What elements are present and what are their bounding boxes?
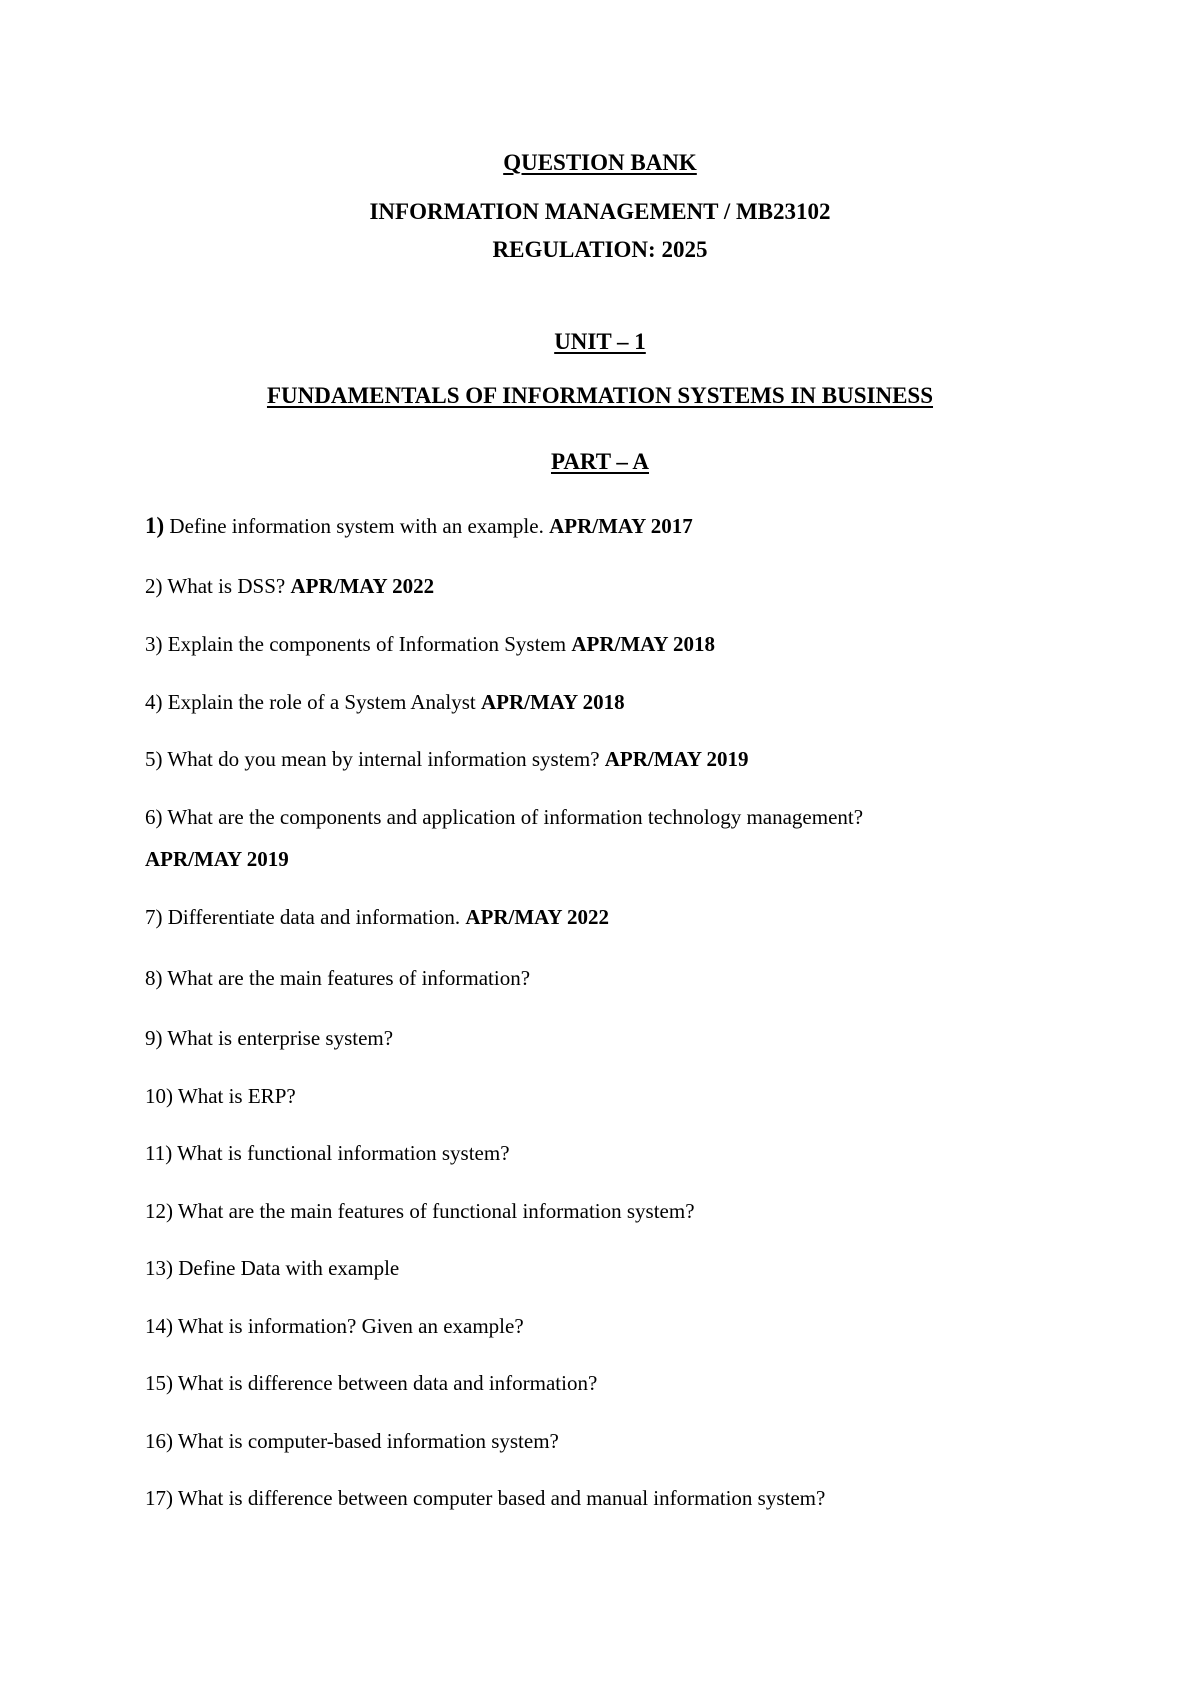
question-item <box>145 903 1145 931</box>
question-number: 4) <box>145 690 163 714</box>
exam-tag: APR/MAY 2022 <box>465 905 610 929</box>
question-number: 6) <box>145 805 163 829</box>
question-number: 9) <box>145 1026 163 1050</box>
question-item <box>145 1254 1145 1282</box>
question-item <box>145 1427 1145 1455</box>
regulation-label: REGULATION: 2025 <box>492 237 708 262</box>
question-text: What is computer-based information system? <box>173 1429 559 1453</box>
question-item <box>145 512 1145 540</box>
question-number: 11) <box>145 1141 173 1165</box>
unit-label: UNIT – 1 <box>554 329 646 354</box>
question-number: 14) <box>145 1314 173 1338</box>
question-text: What is enterprise system? <box>162 1026 394 1050</box>
question-text: Explain the components of Information System <box>162 632 572 656</box>
question-number: 8) <box>145 966 163 990</box>
question-number: 1) <box>145 513 165 538</box>
question-text: What is difference between data and information? <box>173 1371 598 1395</box>
exam-tag: APR/MAY 2018 <box>571 632 716 656</box>
question-text: What do you mean by internal information system? <box>162 747 605 771</box>
question-text: What are the main features of functional information system? <box>173 1199 695 1223</box>
question-item <box>145 630 1145 658</box>
question-number: 17) <box>145 1486 173 1510</box>
question-number: 5) <box>145 747 163 771</box>
question-item <box>145 572 1145 600</box>
question-number: 3) <box>145 632 163 656</box>
question-text: What is DSS? <box>162 574 291 598</box>
question-text: What is information? Given an example? <box>173 1314 524 1338</box>
question-item <box>145 1082 1145 1110</box>
question-number: 7) <box>145 905 163 929</box>
exam-tag: APR/MAY 2022 <box>290 574 435 598</box>
question-text: Differentiate data and information. <box>162 905 466 929</box>
question-number: 12) <box>145 1199 173 1223</box>
course-title: INFORMATION MANAGEMENT / MB23102 <box>369 199 831 224</box>
question-text: What is functional information system? <box>172 1141 510 1165</box>
question-number: 2) <box>145 574 163 598</box>
question-item <box>145 1312 1145 1340</box>
question-item <box>145 688 1145 716</box>
question-item <box>145 1484 1145 1512</box>
document-title: QUESTION BANK <box>503 150 697 175</box>
part-label: PART – A <box>550 449 650 474</box>
question-text: Define Data with example <box>173 1256 400 1280</box>
unit-name: FUNDAMENTALS OF INFORMATION SYSTEMS IN BUSINESS <box>266 383 934 408</box>
question-item <box>145 1024 1145 1052</box>
question-item <box>145 1139 1145 1167</box>
question-text: Define information system with an example. <box>164 514 550 538</box>
question-item <box>145 1197 1145 1225</box>
question-number: 13) <box>145 1256 173 1280</box>
question-item <box>145 745 1145 773</box>
question-text: What are the components and application of information technology management? <box>162 805 864 829</box>
question-text: What is difference between computer based and manual information system? <box>173 1486 826 1510</box>
question-item <box>145 1369 1145 1397</box>
question-number: 15) <box>145 1371 173 1395</box>
question-text: What are the main features of information? <box>162 966 531 990</box>
question-number: 16) <box>145 1429 173 1453</box>
question-item <box>145 964 1145 992</box>
exam-tag: APR/MAY 2018 <box>480 690 625 714</box>
question-text: Explain the role of a System Analyst <box>162 690 481 714</box>
exam-tag: APR/MAY 2019 <box>604 747 749 771</box>
exam-tag: APR/MAY 2019 <box>145 847 289 871</box>
question-number: 10) <box>145 1084 173 1108</box>
question-text: What is ERP? <box>173 1084 296 1108</box>
question-item <box>145 803 1145 831</box>
exam-tag: APR/MAY 2017 <box>549 514 693 538</box>
